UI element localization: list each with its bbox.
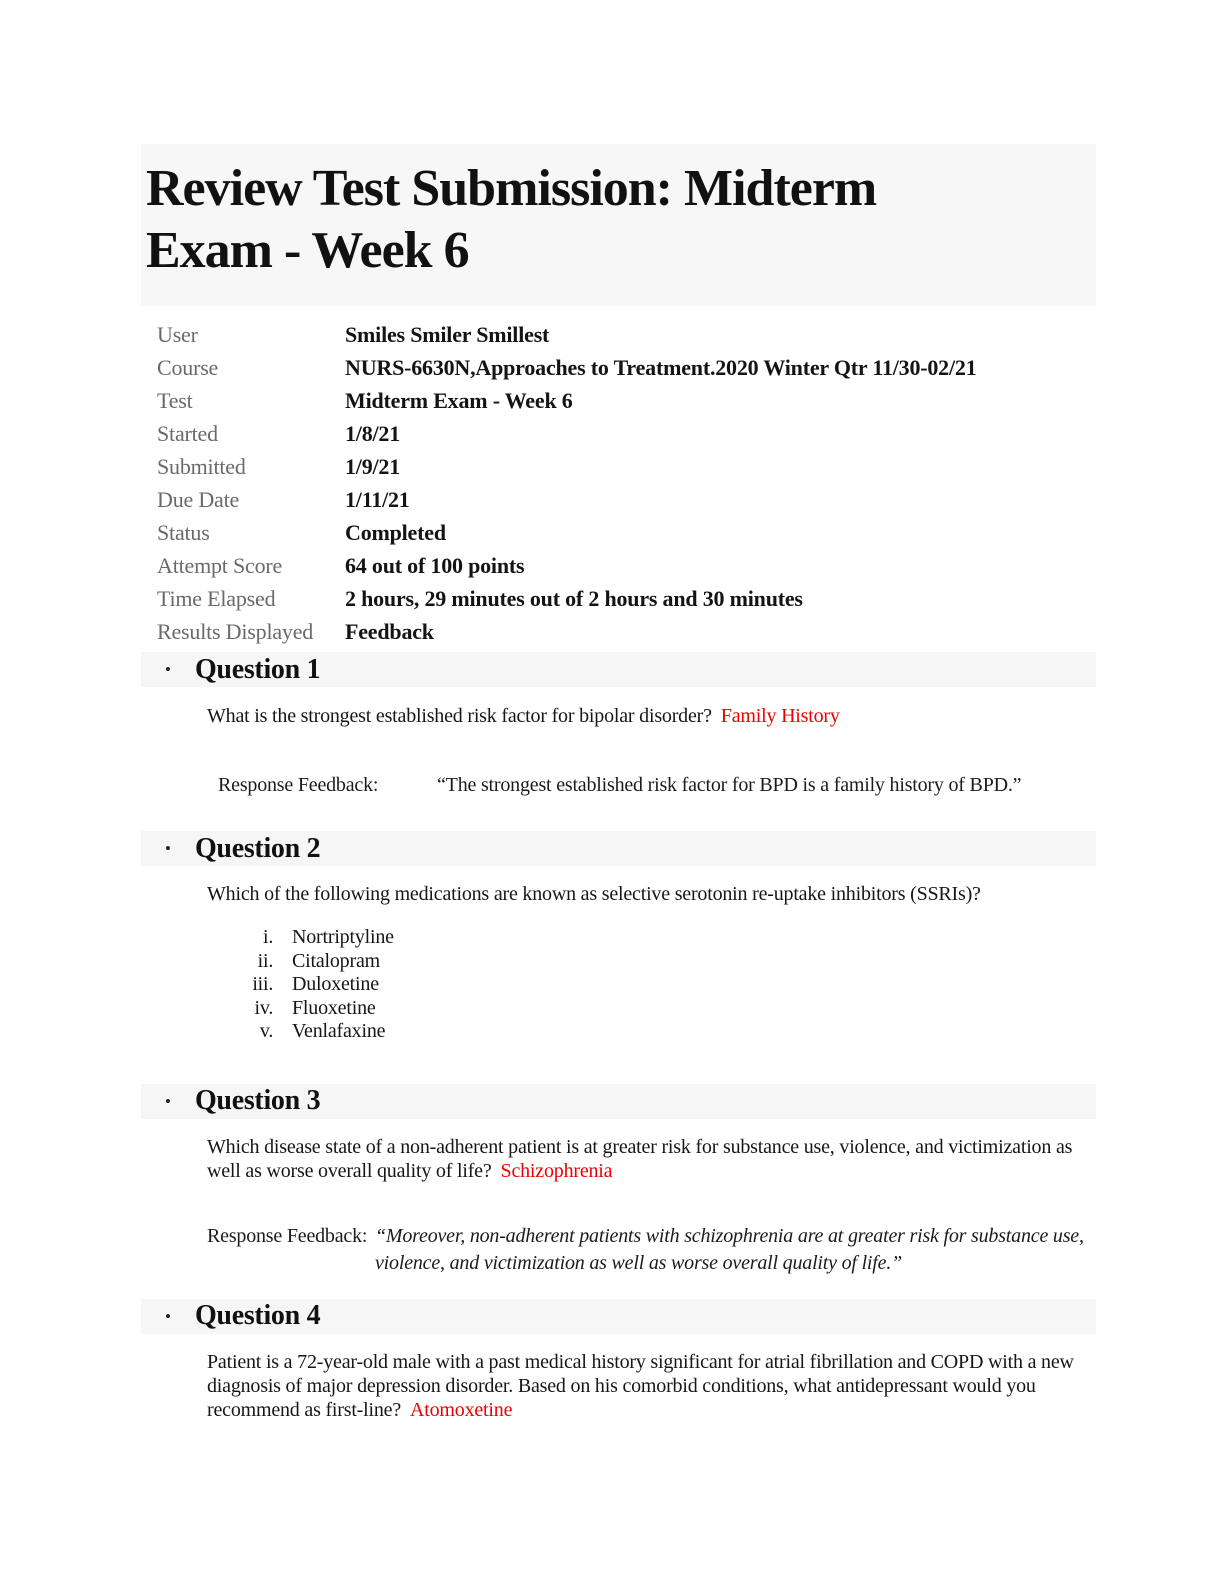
- question-3-section: [141, 1084, 1096, 1277]
- question-4-header: [141, 1299, 1096, 1334]
- list-item: ii. Citalopram: [278, 950, 1096, 974]
- page-title-line-1: Review Test Submission: Midterm: [146, 160, 877, 217]
- bullet-icon: •: [165, 660, 171, 679]
- question-1-header: [141, 652, 1096, 687]
- question-3-title: Question 3: [194, 1085, 321, 1116]
- question-1-text: [207, 704, 1107, 728]
- meta-label: Attempt Score: [157, 553, 283, 578]
- list-item: v. Venlafaxine: [278, 1020, 1096, 1044]
- list-item: i. Nortriptyline: [278, 926, 1096, 950]
- question-2-header: [141, 831, 1096, 866]
- question-text: Which of the following medications are known as selective serotonin re-uptake inhibitors (SSRIs)?: [207, 883, 981, 905]
- question-3-text: [207, 1135, 1107, 1183]
- question-4-section: [141, 1299, 1096, 1422]
- page-title: [146, 158, 1086, 282]
- meta-label: User: [157, 322, 198, 347]
- meta-row-results-displayed: [141, 615, 1096, 648]
- meta-value: 2 hours, 29 minutes out of 2 hours and 30 minutes: [345, 586, 803, 611]
- meta-row-status: [141, 516, 1096, 549]
- medication-list: [141, 926, 1096, 1044]
- response-feedback-text: “The strongest established risk factor for BPD is a family history of BPD.”: [437, 774, 1022, 796]
- list-item: iv. Fluoxetine: [278, 997, 1096, 1021]
- meta-value: 1/11/21: [345, 487, 410, 512]
- meta-value: Smiles Smiler Smillest: [345, 322, 550, 347]
- question-4-text: [207, 1350, 1107, 1422]
- question-3-header: [141, 1084, 1096, 1119]
- meta-row-time-elapsed: [141, 582, 1096, 615]
- bullet-icon: •: [165, 1091, 171, 1111]
- question-1-title: Question 1: [194, 653, 321, 685]
- bullet-icon: •: [165, 1306, 171, 1326]
- meta-row-started: [141, 417, 1096, 450]
- meta-label: Results Displayed: [157, 619, 314, 644]
- meta-label: Status: [157, 520, 210, 545]
- question-4-title: Question 4: [194, 1300, 321, 1331]
- page-title-line-2: Exam - Week 6: [146, 222, 469, 279]
- meta-row-submitted: [141, 450, 1096, 483]
- page-content: [141, 144, 1096, 1422]
- meta-row-due-date: [141, 483, 1096, 516]
- meta-label: Started: [157, 421, 218, 446]
- question-2-text: [207, 882, 1107, 906]
- meta-row-attempt-score: [141, 549, 1096, 582]
- submission-meta-table: [141, 318, 1096, 648]
- response-feedback-label: Response Feedback:: [218, 774, 379, 796]
- question-1-section: [141, 652, 1096, 799]
- meta-value: 64 out of 100 points: [345, 553, 525, 578]
- list-item: iii. Duloxetine: [278, 973, 1096, 997]
- question-2-title: Question 2: [194, 832, 321, 864]
- meta-value: Completed: [345, 520, 446, 545]
- bullet-icon: •: [165, 839, 171, 858]
- meta-row-test: [141, 384, 1096, 417]
- response-feedback-label: Response Feedback:: [207, 1224, 368, 1247]
- meta-label: Due Date: [157, 487, 240, 512]
- meta-value: NURS-6630N,Approaches to Treatment.2020 Winter Qtr 11/30-02/21: [345, 355, 977, 380]
- selected-answer: Atomoxetine: [410, 1398, 513, 1421]
- response-feedback-text: “Moreover, non-adherent patients with schizophrenia are at greater risk for substance use, violence, and victimization as well as worse overall quality of life.”: [375, 1224, 1084, 1274]
- title-block: [141, 144, 1096, 306]
- meta-row-user: [141, 318, 1096, 351]
- selected-answer: Schizophrenia: [500, 1159, 613, 1182]
- meta-value: 1/8/21: [345, 421, 401, 446]
- question-2-section: [141, 831, 1096, 1044]
- meta-label: Course: [157, 355, 219, 380]
- meta-value: 1/9/21: [345, 454, 401, 479]
- meta-value: Feedback: [345, 619, 434, 644]
- meta-label: Time Elapsed: [157, 586, 276, 611]
- question-text: Patient is a 72-year-old male with a past medical history significant for atrial fibrillation and COPD with a new diagnosis of major depression disorder. Based on his comorbid conditions, what antidepressant would you recommend as first-line?: [207, 1350, 1074, 1421]
- question-3-feedback-row: [207, 1223, 1096, 1277]
- meta-row-course: [141, 351, 1096, 384]
- question-text: Which disease state of a non-adherent patient is at greater risk for substance use, violence, and victimization as well as worse overall quality of life?: [207, 1135, 1073, 1182]
- meta-value: Midterm Exam - Week 6: [345, 388, 573, 413]
- selected-answer: Family History: [720, 705, 840, 727]
- meta-label: Test: [157, 388, 193, 413]
- question-1-feedback-row: [218, 772, 1096, 799]
- meta-label: Submitted: [157, 454, 246, 479]
- question-text: What is the strongest established risk factor for bipolar disorder?: [207, 705, 712, 727]
